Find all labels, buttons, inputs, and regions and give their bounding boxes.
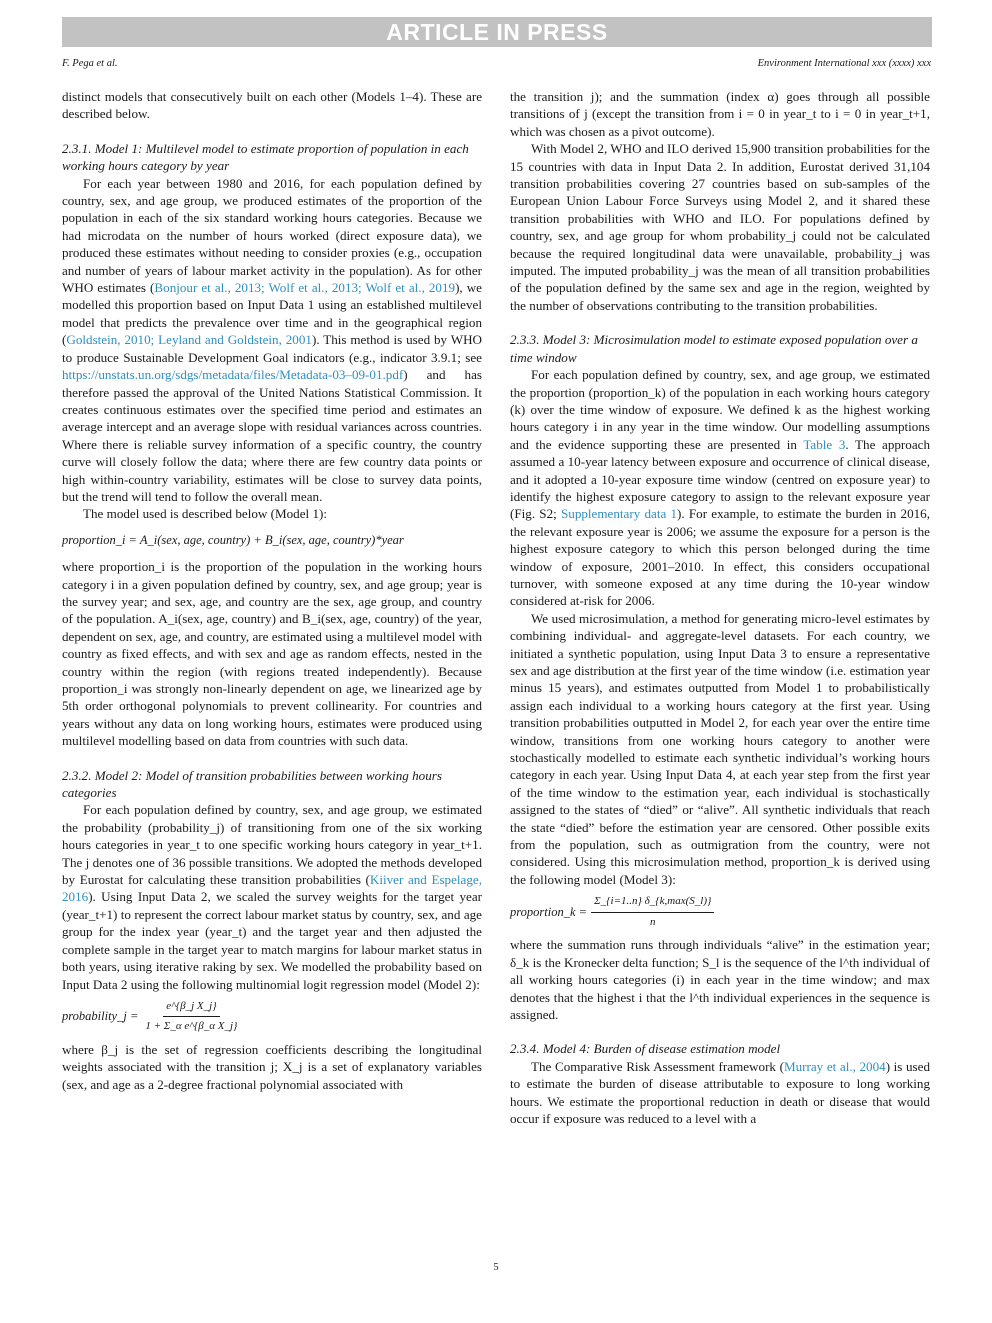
paragraph: We used microsimulation, a method for generating micro-level estimates by combining individual- and aggregate-level datasets. For each country, we initiated a synthetic population, using Input Data 3 to ensure a representative sex and age distribution at the first year of the time window (i.e. estimation year minus 15 years), and estimates outputted from Model 1 to probabilistically assign each individual to a working hours category at the first year. Using transition probabilities outputted in Model 2, for each year over the entire time window, transitions from one working hours category to another were stochastically modelled to estimate each synthetic individual’s working hours category in each year. Using Input Data 4, at each year step from the first year of the time window to the estimation year, each individual is stochastically assigned to the states of “died” or “alive”. All synthetic individuals that reach the state “died” before the estimation year are censored. Other possible exits from the population, such as outmigration from the country, were not considered. Using this microsimulation method, proportion_k is derived using the following model (Model 3): — [510, 610, 930, 887]
paragraph: where the summation runs through individuals “alive” in the estimation year; δ_k is the Kronecker delta function; S_l is the sequence of the l^th individual of all working hours categories (i) in each year in the time window; and max denotes that the highest i that the l^th individual experiences in the sequence is assigned. — [510, 937, 930, 1022]
equation-model-3: proportion_k = $\frac{\Sigma\_\{i=1..n\} \delta\_\{k,\max(S\_l)\}}{n}$ — [510, 888, 930, 936]
citation-link[interactable]: Kiiver and Espelage, 2016 — [62, 872, 483, 905]
paragraph: the transition j); and the summation (index α) goes through all possible transitions of j (except the transition from i = 0 in year_t to i = 0 in year_t+1, which was chosen as a pivot outcome). — [510, 89, 930, 139]
table-link[interactable]: Table 3 — [803, 436, 846, 452]
paragraph: where proportion_i is the proportion of the population in the working hours category i in a given population defined by country, sex, and age group; year is the survey year; and sex, age, and country are the sex, age group, and country of the population. A_i(sex, age, country) and B_i(sex, age, country) of the year, dependent on sex, age, and country, are estimated using a multilevel model with country as fixed effects, and with sex and age as random effects, nested in the country within the region (with regions treated independently). Because proportion_i was strongly non-linearly dependent on age, we linearized age by 5th order orthogonal polynomials to prevent collinearity. For countries and years without any data on long working hours, estimates were produced using multilevel modelling based on data from countries with such data. — [62, 559, 482, 749]
paragraph: For each population defined by country, sex, and age group, we estimated the proportion (proportion_k) of the population in each working hours category (k) over the time window of exposure. We defined k as the highest working hours category i in any year in the time window. Our modelling assumptions and the evidence supporting these are presented in Table 3. The approach assumed a 10-year latency between exposure and occurrence of clinical disease, and it adopted a 10-year exposure time window (centred on exposure year) to identify the highest exposure category to assign to the relevant exposure year (Fig. S2; Supplementary data 1). For example, to estimate the burden in 2016, the relevant exposure year is 2006; we assume the exposure for a person is the highest exposure category to which this person belonged during the time window of exposure, 2001–2010. In effect, this considers occupational turnover, with someone exposed at any time during the 10-year window considered at-risk for 2006. — [510, 367, 930, 609]
supplementary-link[interactable]: Supplementary data 1 — [561, 506, 678, 522]
right-column — [510, 88, 930, 1127]
paragraph: The model used is described below (Model 1): — [83, 506, 327, 522]
article-in-press-banner: ARTICLE IN PRESS — [62, 17, 932, 47]
paragraph: distinct models that consecutively built on each other (Models 1–4). These are described below. — [62, 89, 482, 122]
url-link[interactable]: https://unstats.un.org/sdgs/metadata/files/Metadata-03–09-01.pdf — [62, 367, 404, 383]
running-header-journal: Environment International xxx (xxxx) xxx — [757, 58, 931, 69]
citation-link[interactable]: Goldstein, 2010; Leyland and Goldstein, 2001 — [66, 332, 312, 348]
equation-model-2: probability_j = $\frac{\text{e\textasciicircum{}\{β\_j X\_j\}}}{\text{1 + Σ\_α e\textasciicircum{}\{β\_α X\_j\}}}$ — [62, 1000, 238, 1033]
page-number: 5 — [493, 1262, 499, 1273]
paragraph: The Comparative Risk Assessment framework (Murray et al., 2004) is used to estimate the burden of disease attributable to exposure to long working hours. We estimate the proportional reduction in death or disease that would occur if exposure was reduced to a level with a — [510, 1058, 930, 1126]
citation-link[interactable]: Bonjour et al., 2013; Wolf et al., 2013; Wolf et al., 2019 — [154, 280, 456, 296]
equation-model-1: proportion_i = A_i(sex, age, country) + B_i(sex, age, country)*year — [62, 532, 404, 547]
citation-link[interactable]: Murray et al., 2004 — [783, 1058, 886, 1074]
paragraph: For each year between 1980 and 2016, for each population defined by country, sex, and age group, we produced estimates of the proportion of the population in each of the six standard working hours categories. Because we had microdata on the number of hours worked (direct exposure data), we produced these estimates without needing to consider proxies (e.g., occupation and number of years of labour market activity in the population). As for other WHO estimates (Bonjour et al., 2013; Wolf et al., 2013; Wolf et al., 2019), we modelled this proportion based on Input Data 1 using an established multilevel model that predicts the prevalence over time and in the geographical region (Goldstein, 2010; Leyland and Goldstein, 2001). This method is used by WHO to produce Sustainable Development Goal indicators (e.g., indicator 3.9.1; see https://unstats.un.org/sdgs/metadata/files/Metadata-03–09-01.pdf) and has therefore passed the approval of the United Nations Statistical Commission. It creates continuous estimates over the specified time period and estimates an average intercept and an average slope with residual variances across countries. Where there is reliable survey information of a specific country, the country curve will closely follow the data; where there are few country data points or high within-country variability, estimates will be close to survey data points, but the trend will tend to follow the overall mean. — [62, 175, 483, 504]
paragraph: where β_j is the set of regression coefficients describing the longitudinal weights associated with the transition j; X_j is a set of explanatory variables (sex, and age as a 2-degree fractional polynomial associated with — [62, 1041, 482, 1092]
paragraph: For each population defined by country, sex, and age group, we estimated the probability (probability_j) of transitioning from one of the six working hours categories in year_t to one specific working hours category in year_t+1. The j denotes one of 36 possible transitions. We adopted the methods developed by Eurostat for calculating these transition probabilities (Kiiver and Espelage, 2016). Using Input Data 2, we scaled the survey weights for the target year (year_t+1) to represent the correct labour market status by country, sex, and age group for the index year (year_t) and the target year and then adjusted the complete sample in the target year to match margins for labour market status in both years, using iterative raking by sex. We modelled the probability based on Input Data 2 using the following multinomial logit regression model (Model 2): — [62, 802, 483, 992]
section-heading-2-3-2: 2.3.2. Model 2: Model of transition probabilities between working hours categories — [62, 767, 442, 801]
section-heading-2-3-3: 2.3.3. Model 3: Microsimulation model to estimate exposed population over a time window — [510, 332, 918, 365]
section-heading-2-3-4: 2.3.4. Model 4: Burden of disease estimation model — [510, 1041, 781, 1057]
paragraph: With Model 2, WHO and ILO derived 15,900 transition probabilities for the 15 countries with data in Input Data 2. In addition, Eurostat derived 31,104 transition probabilities covering 27 countries based on sub-samples of the European Union Labour Force Surveys using Model 2, and it shared these transition probabilities with WHO and ILO. For populations defined by country, sex, and age group for whom probability_j could not be calculated because the required longitudinal data were unavailable, probability_j was imputed. The imputed probability_j was the mean of all transition probabilities of the population defined by the same sex and age in the region, weighted by the number of observations contributing to the transition probabilities. — [510, 141, 930, 313]
section-heading-2-3-1: 2.3.1. Model 1: Multilevel model to estimate proportion of population in each working hours category by year — [62, 140, 469, 174]
running-header-authors: F. Pega et al. — [62, 58, 118, 69]
left-column — [62, 88, 482, 1093]
